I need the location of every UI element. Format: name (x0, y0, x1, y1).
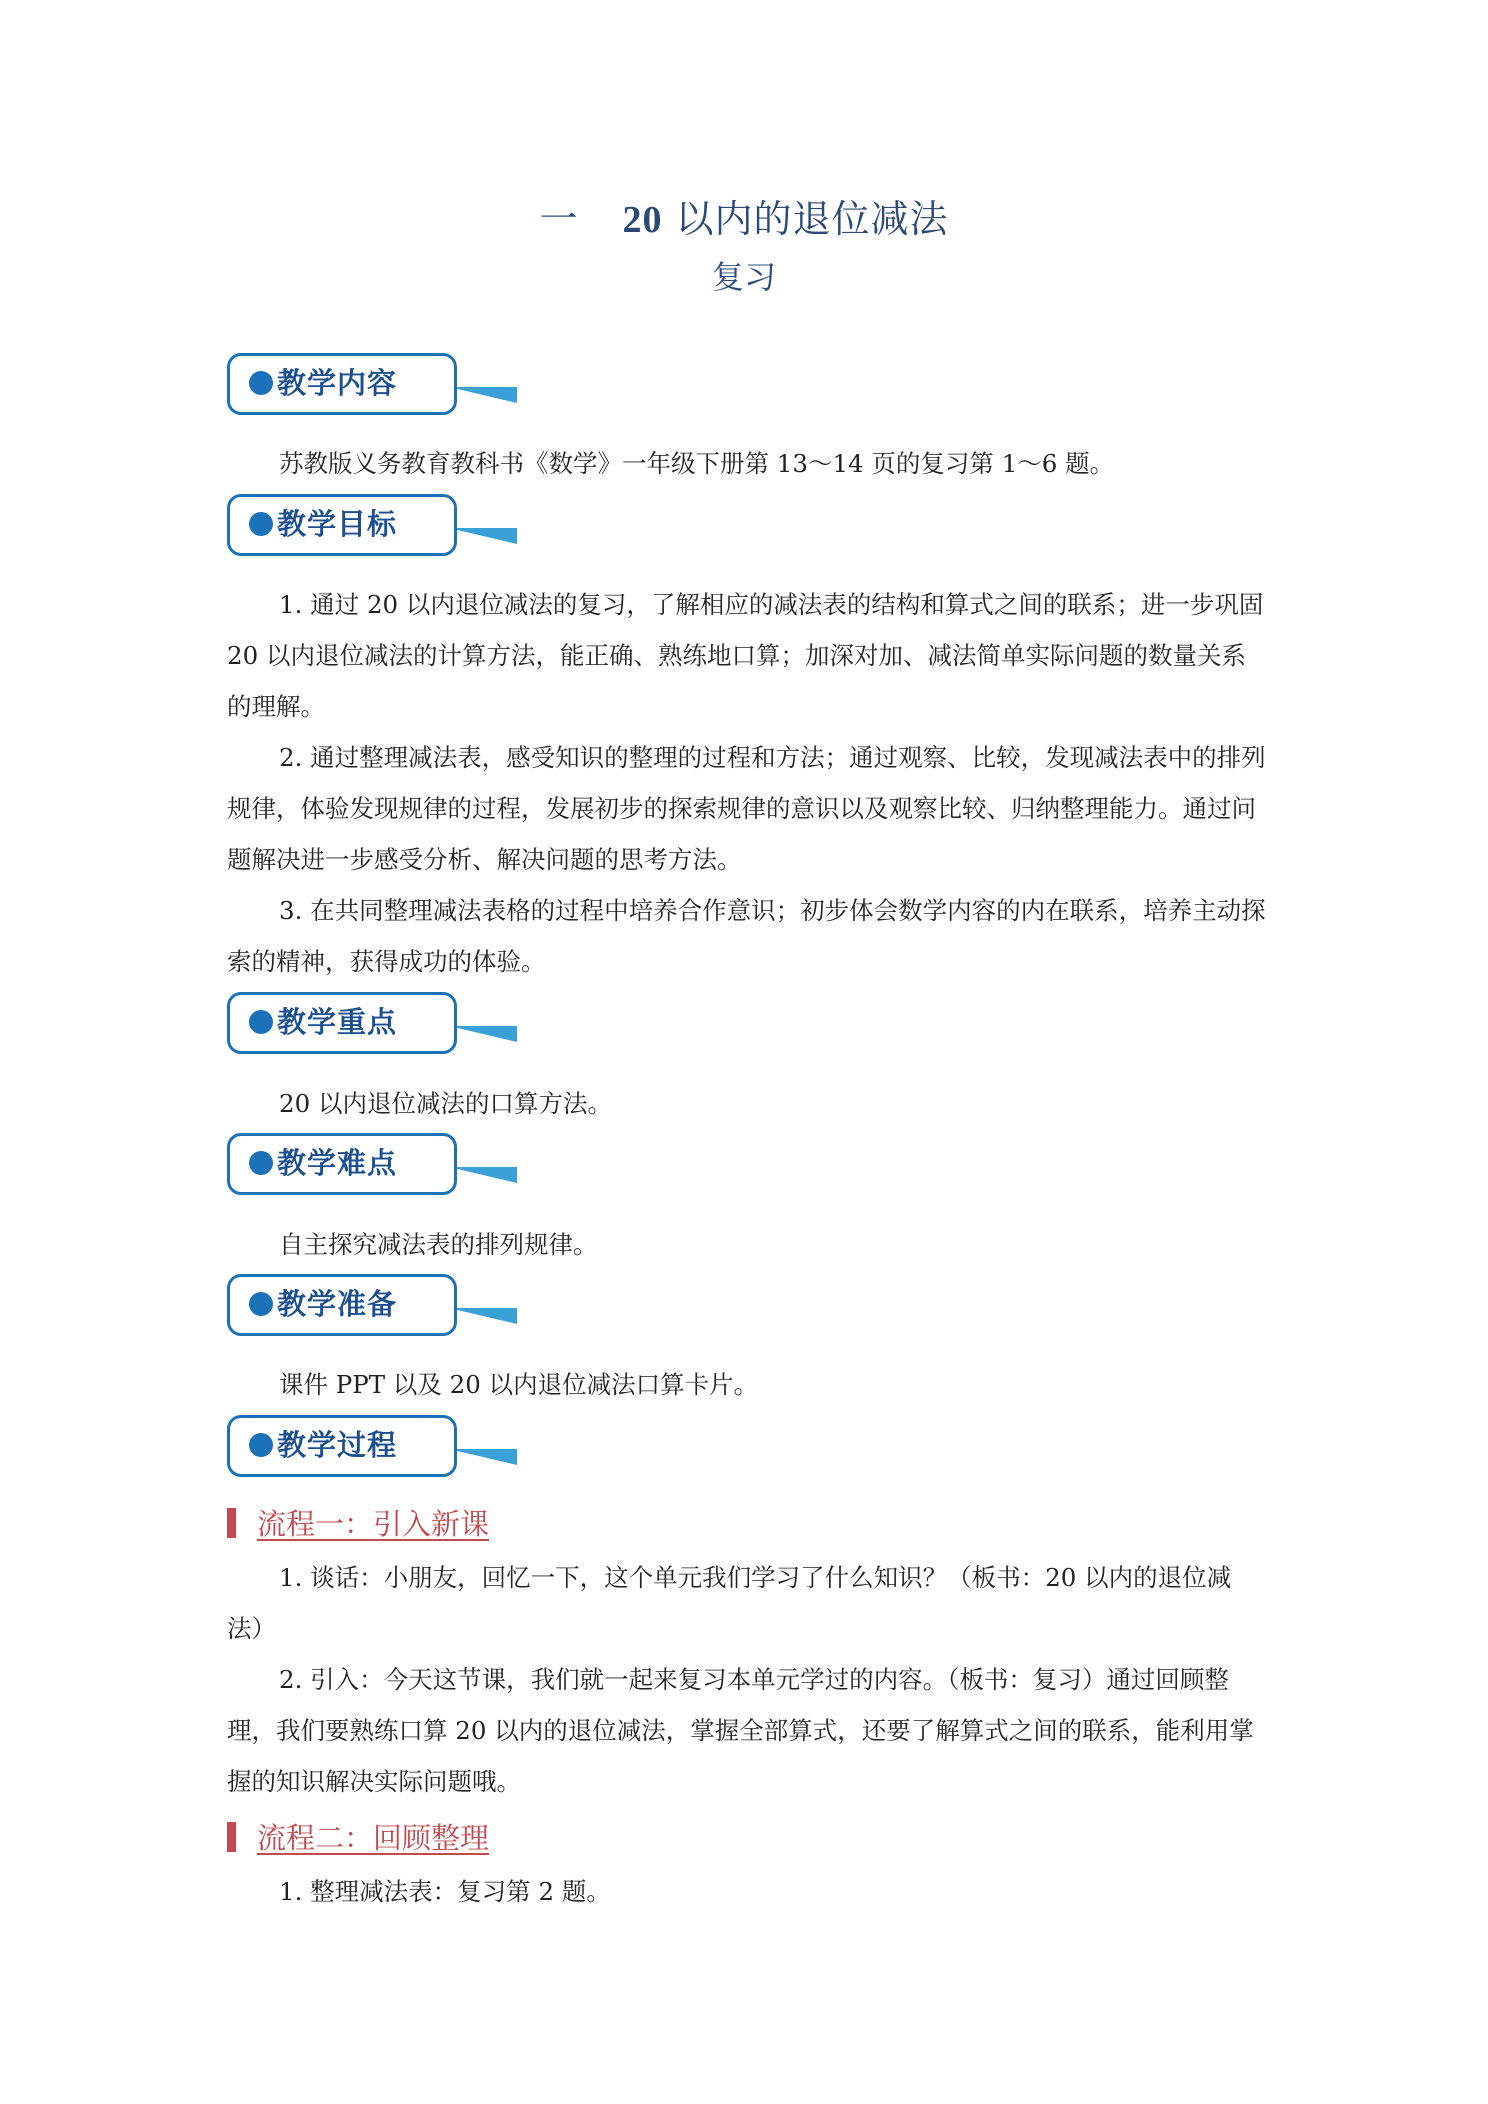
header-tail-decoration (449, 1167, 517, 1199)
header-tail-decoration (449, 1026, 517, 1058)
preparation-paragraph (227, 1359, 1267, 1410)
bullet-dot-icon (249, 1151, 273, 1175)
section-heading: 教学目标 (277, 507, 398, 541)
goal-item-1 (227, 579, 1267, 732)
flow-item-text: 1. 谈话：小朋友，回忆一下，这个单元我们学习了什么知识？（板书：20 以内的退位减法） (227, 1563, 1232, 1643)
goal-text: 2. 通过整理减法表，感受知识的整理的过程和方法；通过观察、比较，发现减法表中的排列规律，体验发现规律的过程，发展初步的探索规律的意识以及观察比较、归纳整理能力。通过问题解决进一步感受分析、解决问题的思考方法。 (227, 743, 1266, 874)
page-subtitle: 复习 (711, 258, 776, 296)
bullet-dot-icon (249, 1010, 273, 1034)
goal-text: 3. 在共同整理减法表格的过程中培养合作意识；初步体会数学内容的内在联系，培养主动探索的精神，获得成功的体验。 (227, 896, 1266, 976)
title-number: 20 (622, 199, 663, 241)
flow-marker (227, 1508, 236, 1538)
goal-item-2 (227, 732, 1267, 885)
bullet-dot-icon (249, 1433, 273, 1457)
difficulties-paragraph (227, 1219, 1267, 1270)
header-tail-decoration (449, 1449, 517, 1481)
section-header-content (227, 353, 517, 425)
title-text: 以内的退位减法 (675, 197, 949, 241)
preparation-text: 课件 PPT 以及 20 以内退位减法口算卡片。 (279, 1370, 759, 1399)
flow-title: 流程一：引入新课 (257, 1507, 490, 1541)
content-paragraph (227, 438, 1267, 489)
flow-title: 流程二：回顾整理 (257, 1821, 490, 1855)
bullet-dot-icon (249, 512, 273, 536)
bullet-dot-icon (249, 1292, 273, 1316)
title-prefix: 一 (539, 197, 579, 241)
bullet-dot-icon (249, 371, 273, 395)
flow1-item-1 (227, 1552, 1267, 1654)
section-heading: 教学难点 (277, 1146, 398, 1180)
content-text: 苏教版义务教育教科书《数学》一年级下册第 13～14 页的复习第 1～6 题。 (279, 449, 1115, 478)
flow2-item-1 (227, 1866, 1267, 1917)
flow1-item-2 (227, 1654, 1267, 1807)
goal-text: 1. 通过 20 以内退位减法的复习，了解相应的减法表的结构和算式之间的联系；进一步巩固 20 以内退位减法的计算方法，能正确、熟练地口算；加深对加、减法简单实际问题的数量关系的理解。 (227, 590, 1264, 721)
section-header-difficulties (227, 1133, 517, 1205)
page-title (0, 188, 1488, 243)
flow-item-text: 2. 引入：今天这节课，我们就一起来复习本单元学过的内容。（板书：复习）通过回顾整理，我们要熟练口算 20 以内的退位减法，掌握全部算式，还要了解算式之间的联系，能利用掌握的知识解决实际问题哦。 (227, 1665, 1254, 1796)
section-heading: 教学内容 (277, 366, 398, 400)
section-header-key-points (227, 992, 517, 1064)
section-header-goals (227, 494, 517, 566)
header-tail-decoration (449, 1308, 517, 1340)
difficulties-text: 自主探究减法表的排列规律。 (279, 1230, 598, 1259)
key-points-text: 20 以内退位减法的口算方法。 (279, 1089, 612, 1118)
header-tail-decoration (449, 528, 517, 560)
section-heading: 教学重点 (277, 1005, 398, 1039)
section-heading: 教学过程 (277, 1428, 398, 1462)
header-tail-decoration (449, 387, 517, 419)
section-heading: 教学准备 (277, 1287, 398, 1321)
flow-marker (227, 1822, 236, 1852)
flow-item-text: 1. 整理减法表：复习第 2 题。 (279, 1877, 611, 1906)
key-points-paragraph (227, 1078, 1267, 1129)
section-header-preparation (227, 1274, 517, 1346)
goal-item-3 (227, 885, 1267, 987)
section-header-process (227, 1415, 517, 1487)
